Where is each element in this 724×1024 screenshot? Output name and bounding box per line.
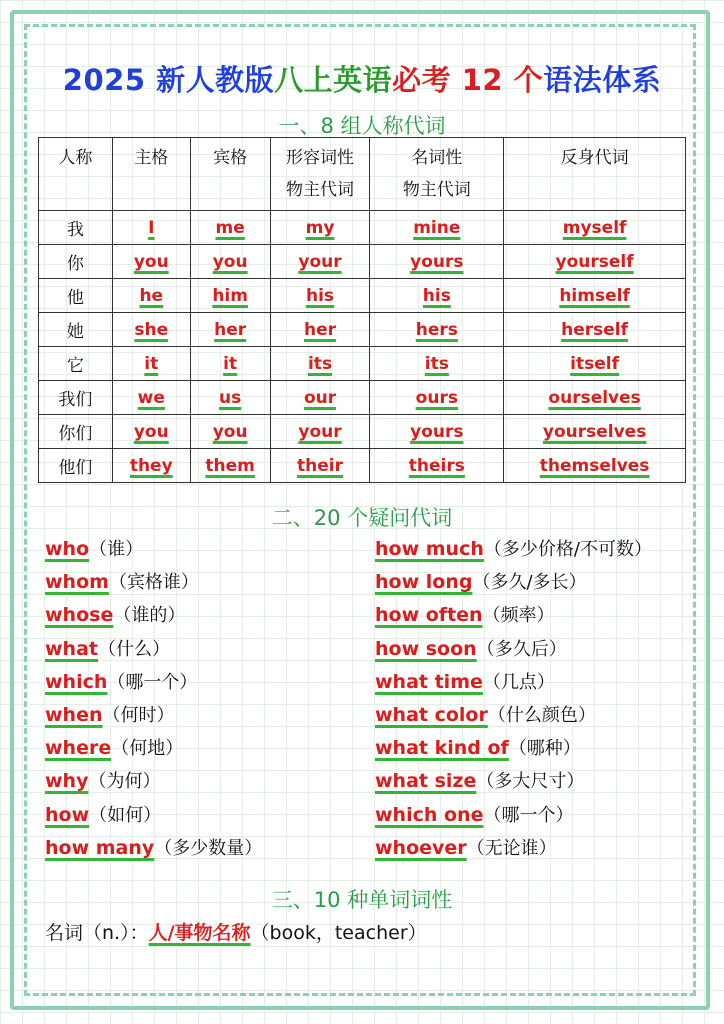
- table-row: [39, 279, 686, 313]
- pronoun-form: himself: [559, 285, 630, 306]
- question-word-item: [375, 834, 652, 867]
- table-row: [39, 381, 686, 415]
- pronoun-cell: [370, 415, 504, 449]
- pronoun-form: its: [424, 353, 449, 374]
- question-word-meaning: （如何）: [89, 804, 162, 826]
- pronoun-form: them: [205, 455, 255, 476]
- pronoun-cell: [504, 245, 686, 279]
- question-word: what color: [375, 703, 488, 726]
- table-row: [39, 313, 686, 347]
- pronoun-cell: [504, 381, 686, 415]
- pronoun-form: you: [212, 421, 248, 442]
- question-word-item: [375, 535, 652, 568]
- question-word-meaning: （频率）: [482, 605, 555, 627]
- pronoun-form: your: [298, 251, 342, 272]
- pronoun-cell: [270, 449, 370, 483]
- question-word-meaning: （多大尺寸）: [476, 771, 585, 793]
- question-word-meaning: （几点）: [482, 671, 555, 693]
- part-of-speech-noun: [45, 918, 427, 945]
- pronoun-cell: [112, 313, 190, 347]
- question-word-meaning: （谁的）: [113, 605, 186, 627]
- pronoun-cell: [370, 245, 504, 279]
- question-word-item: [45, 535, 262, 568]
- pronoun-cell: [504, 279, 686, 313]
- question-word-meaning: （多久后）: [476, 638, 567, 660]
- pronoun-cell: [270, 279, 370, 313]
- pronoun-cell: [112, 347, 190, 381]
- question-word: how soon: [375, 637, 477, 660]
- question-word-item: [375, 734, 652, 767]
- question-word-meaning: （哪一个）: [107, 671, 198, 693]
- pronoun-form: theirs: [408, 455, 465, 476]
- question-word-item: [375, 635, 652, 668]
- question-word: what kind of: [375, 737, 509, 760]
- pronoun-form: its: [307, 353, 333, 374]
- person-cell: 她: [39, 313, 113, 347]
- title-part-2: 八上英语: [274, 63, 393, 97]
- header-cell: 主格: [112, 138, 190, 211]
- pronoun-table-header: [39, 138, 686, 211]
- question-word-meaning: （何地）: [111, 738, 184, 760]
- pronoun-form: ourselves: [548, 387, 641, 408]
- question-word-item: [375, 601, 652, 634]
- header-cell: 人称: [39, 138, 113, 211]
- pronoun-form: herself: [561, 319, 629, 340]
- pronoun-form: yourself: [555, 251, 634, 272]
- question-word-item: [375, 668, 652, 701]
- pronoun-cell: [504, 313, 686, 347]
- question-word-meaning: （多少数量）: [154, 837, 263, 859]
- person-cell: 我们: [39, 381, 113, 415]
- question-word: when: [45, 703, 103, 726]
- question-word: how long: [375, 571, 473, 594]
- pronoun-form: his: [305, 285, 335, 306]
- pronoun-form: we: [137, 387, 165, 408]
- pronoun-cell: [112, 381, 190, 415]
- question-word-item: [45, 801, 262, 834]
- pos-value: 人/事物名称: [148, 922, 251, 944]
- pronoun-cell: [190, 347, 270, 381]
- pronoun-form: your: [298, 421, 342, 442]
- pronoun-form: mine: [413, 217, 461, 238]
- pronoun-cell: [190, 313, 270, 347]
- pronoun-form: it: [144, 353, 159, 374]
- question-word: what: [45, 637, 98, 660]
- question-word-item: [45, 635, 262, 668]
- title-part-4: 语法体系: [543, 63, 662, 97]
- question-word-meaning: （无论谁）: [466, 837, 557, 859]
- table-row: [39, 347, 686, 381]
- question-word: why: [45, 770, 89, 793]
- pronoun-form: I: [148, 217, 155, 238]
- table-row: [39, 211, 686, 245]
- question-words-right-column: [375, 535, 652, 867]
- pronoun-cell: [370, 313, 504, 347]
- question-word: how many: [45, 836, 155, 859]
- question-word-item: [45, 668, 262, 701]
- header-cell: 反身代词: [504, 138, 686, 211]
- question-word: where: [45, 737, 112, 760]
- question-word-meaning: （宾格谁）: [108, 572, 199, 594]
- pronoun-form: yours: [410, 251, 464, 272]
- pronoun-form: hers: [415, 319, 458, 340]
- pronoun-cell: [190, 449, 270, 483]
- pronoun-form: him: [212, 285, 248, 306]
- question-word: whose: [45, 604, 114, 627]
- question-word-item: [375, 767, 652, 800]
- pronoun-form: her: [304, 319, 337, 340]
- pronoun-form: you: [212, 251, 248, 272]
- question-word-meaning: （为何）: [88, 771, 161, 793]
- question-word: what size: [375, 770, 477, 793]
- pronoun-cell: [112, 415, 190, 449]
- question-word-item: [375, 701, 652, 734]
- pronoun-form: myself: [562, 217, 627, 238]
- table-row: [39, 449, 686, 483]
- question-word-meaning: （什么颜色）: [487, 704, 596, 726]
- pronoun-form: his: [422, 285, 451, 306]
- question-word-item: [375, 568, 652, 601]
- pronoun-cell: [370, 381, 504, 415]
- pos-label: 名词（n.）：: [45, 922, 149, 944]
- title-part-1: 2025 新人教版: [62, 63, 275, 97]
- pronoun-form: you: [133, 251, 169, 272]
- pronoun-cell: [370, 279, 504, 313]
- pronoun-cell: [370, 211, 504, 245]
- pronoun-cell: [112, 449, 190, 483]
- pronoun-form: yours: [410, 421, 464, 442]
- pronoun-table: [38, 137, 686, 483]
- header-cell: 宾格: [190, 138, 270, 211]
- header-cell: 名词性 物主代词: [370, 138, 504, 211]
- question-word-item: [45, 568, 262, 601]
- pronoun-form: he: [139, 285, 164, 306]
- question-word: which: [45, 670, 108, 693]
- pronoun-cell: [112, 279, 190, 313]
- pronoun-cell: [370, 449, 504, 483]
- table-row: [39, 245, 686, 279]
- question-word: which one: [375, 803, 484, 826]
- person-cell: 它: [39, 347, 113, 381]
- pronoun-cell: [504, 211, 686, 245]
- question-word-item: [375, 801, 652, 834]
- pronoun-cell: [190, 415, 270, 449]
- pronoun-form: themselves: [539, 455, 650, 476]
- person-cell: 你们: [39, 415, 113, 449]
- pronoun-cell: [270, 415, 370, 449]
- section-title-pronouns: 一、8 组人称代词: [278, 114, 446, 138]
- pronoun-cell: [270, 211, 370, 245]
- question-word-meaning: （谁）: [89, 539, 144, 560]
- pronoun-cell: [270, 245, 370, 279]
- question-word-item: [45, 734, 262, 767]
- question-word: whom: [45, 571, 109, 594]
- pronoun-form: us: [219, 387, 242, 408]
- pronoun-cell: [504, 449, 686, 483]
- pronoun-form: yourselves: [542, 421, 647, 442]
- pronoun-cell: [190, 245, 270, 279]
- person-cell: 他们: [39, 449, 113, 483]
- pos-example: （book，teacher）: [250, 922, 427, 944]
- pronoun-cell: [190, 279, 270, 313]
- pronoun-cell: [190, 211, 270, 245]
- person-cell: 你: [39, 245, 113, 279]
- question-word: how often: [375, 604, 483, 627]
- pronoun-form: our: [303, 387, 337, 408]
- person-cell: 我: [39, 211, 113, 245]
- title-part-3: 必考 12 个: [392, 63, 544, 97]
- question-word-meaning: （什么）: [97, 638, 170, 660]
- question-word: how much: [375, 538, 484, 560]
- pronoun-form: their: [297, 455, 344, 476]
- question-word-item: [45, 767, 262, 800]
- section-title-parts-of-speech: 三、10 种单词词性: [271, 888, 453, 912]
- section-title-question-words: 二、20 个疑问代词: [271, 506, 453, 530]
- person-cell: 他: [39, 279, 113, 313]
- table-row: [39, 415, 686, 449]
- question-word: how: [45, 803, 90, 826]
- pronoun-form: her: [214, 319, 247, 340]
- pronoun-form: ours: [415, 387, 458, 408]
- question-word-item: [45, 701, 262, 734]
- pronoun-form: they: [129, 455, 173, 476]
- pronoun-cell: [370, 347, 504, 381]
- question-words-left-column: [45, 535, 262, 867]
- pronoun-form: you: [133, 421, 169, 442]
- question-word-item: [45, 601, 262, 634]
- question-word: who: [45, 538, 90, 560]
- question-word-meaning: （哪种）: [508, 738, 581, 760]
- question-word-meaning: （多久/多长）: [472, 572, 587, 594]
- pronoun-cell: [112, 245, 190, 279]
- question-word-meaning: （哪一个）: [483, 804, 574, 826]
- pronoun-form: she: [134, 319, 169, 340]
- question-word-meaning: （多少价格/不可数）: [483, 539, 652, 560]
- pronoun-cell: [504, 415, 686, 449]
- pronoun-cell: [270, 313, 370, 347]
- pronoun-form: my: [305, 217, 335, 238]
- question-word: what time: [375, 670, 483, 693]
- question-word-meaning: （何时）: [102, 704, 175, 726]
- pronoun-form: me: [215, 217, 245, 238]
- pronoun-form: itself: [570, 353, 619, 374]
- pronoun-cell: [270, 381, 370, 415]
- pronoun-cell: [504, 347, 686, 381]
- page-title: [0, 58, 724, 99]
- pronoun-cell: [112, 211, 190, 245]
- header-cell: 形容词性 物主代词: [270, 138, 370, 211]
- pronoun-cell: [270, 347, 370, 381]
- pronoun-cell: [190, 381, 270, 415]
- question-word: whoever: [375, 836, 467, 859]
- question-word-item: [45, 834, 262, 867]
- pronoun-form: it: [223, 353, 238, 374]
